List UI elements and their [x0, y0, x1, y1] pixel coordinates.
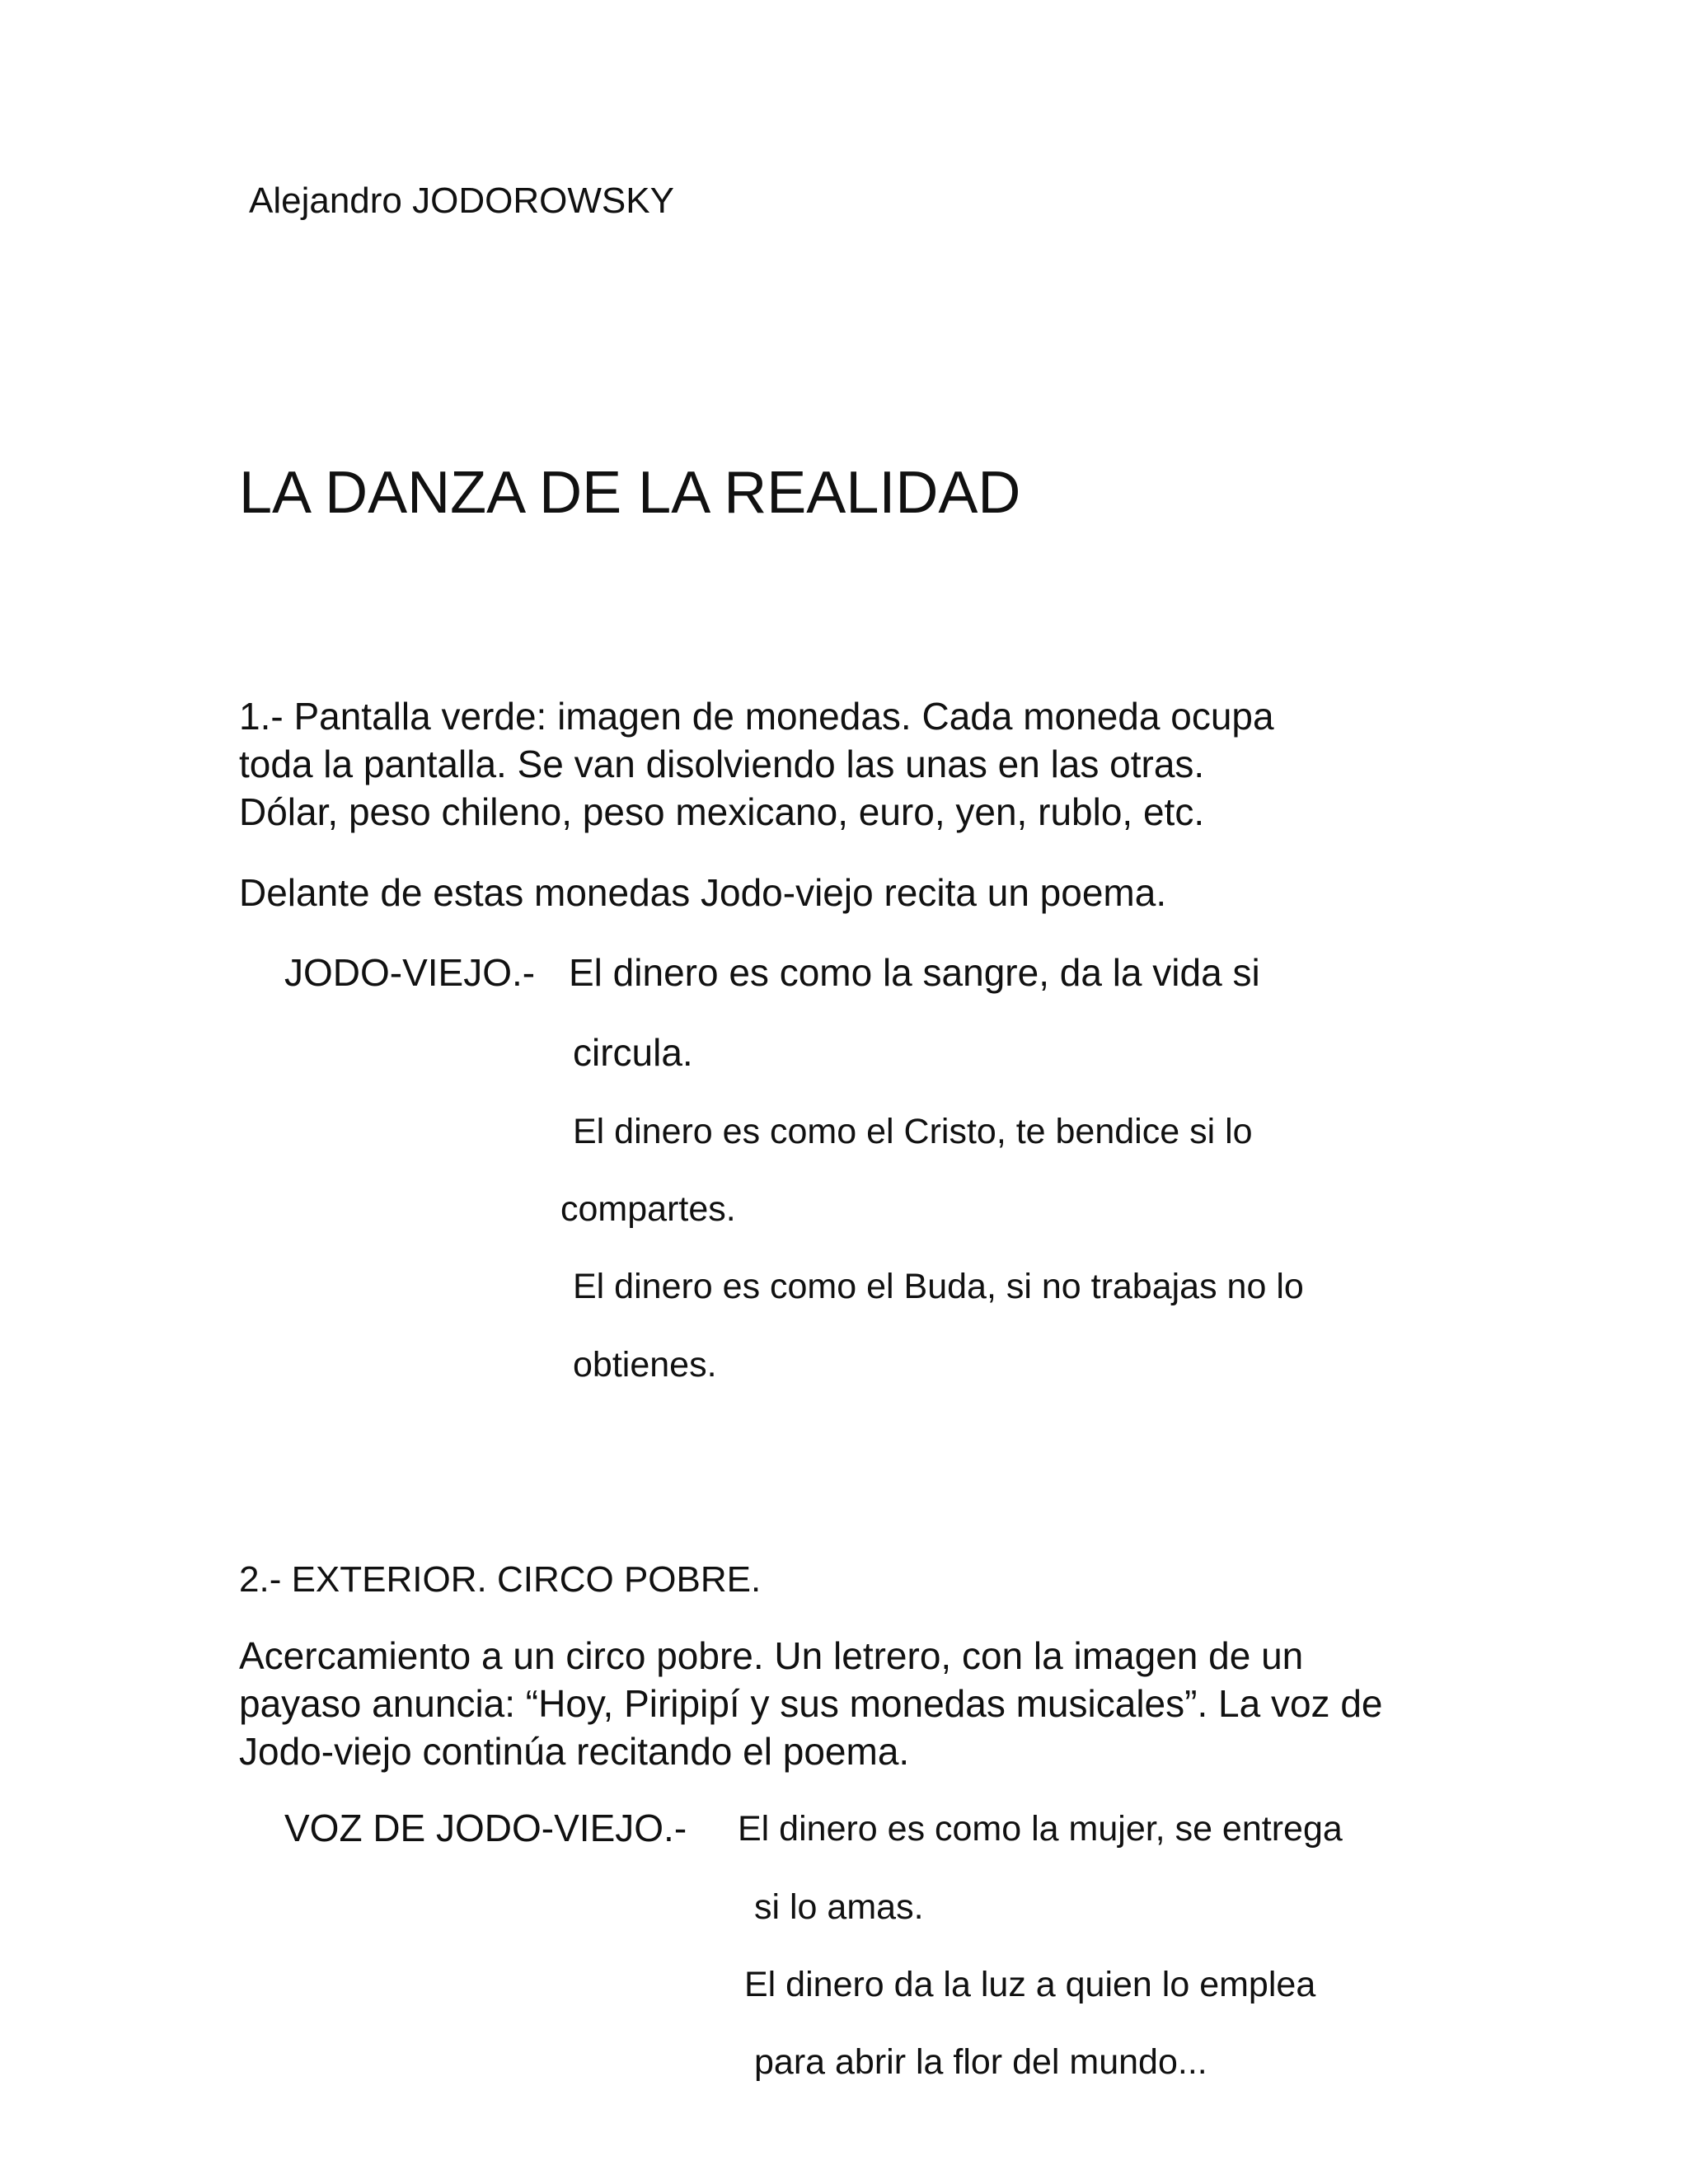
scene1-description-line: toda la pantalla. Se van disolviendo las unas en las otras.: [239, 743, 1205, 785]
scene2-description-line: payaso anuncia: “Hoy, Piripipí y sus monedas musicales”. La voz de: [239, 1682, 1383, 1725]
scene1-description: [239, 692, 1274, 836]
document-title: LA DANZA DE LA REALIDAD: [239, 460, 1021, 526]
scene1-description-line: Dólar, peso chileno, peso mexicano, euro, yen, rublo, etc.: [239, 790, 1205, 833]
scene1-description-line: 1.- Pantalla verde: imagen de monedas. Cada moneda ocupa: [239, 695, 1274, 738]
scene1-speaker: JODO-VIEJO.-: [284, 951, 536, 994]
scene1-verse-line: El dinero es como el Cristo, te bendice si lo: [573, 1112, 1253, 1151]
scene1-verse-line: circula.: [573, 1031, 693, 1074]
scene1-verse-line: obtienes.: [573, 1345, 717, 1385]
scene1-verse-line: El dinero es como la sangre, da la vida si: [569, 951, 1260, 994]
scene2-heading: 2.- EXTERIOR. CIRCO POBRE.: [239, 1559, 762, 1600]
scene1-verse-line: El dinero es como el Buda, si no trabajas no lo: [573, 1267, 1304, 1306]
scene2-speaker: VOZ DE JODO-VIEJO.-: [284, 1807, 687, 1849]
scene2-verse-line: para abrir la flor del mundo...: [754, 2042, 1207, 2082]
scene1-verse-line: compartes.: [560, 1189, 736, 1229]
scene2-description-line: Jodo-viejo continúa recitando el poema.: [239, 1730, 910, 1773]
scene1-action: Delante de estas monedas Jodo-viejo recita un poema.: [239, 871, 1167, 914]
author-name: Alejandro JODOROWSKY: [249, 180, 674, 221]
scene2-description-line: Acercamiento a un circo pobre. Un letrero, con la imagen de un: [239, 1634, 1304, 1677]
scene2-verse-line: El dinero es como la mujer, se entrega: [738, 1809, 1343, 1849]
scene2-verse-line: si lo amas.: [754, 1887, 924, 1927]
scene2-verse-line: El dinero da la luz a quien lo emplea: [744, 1965, 1316, 2004]
scene2-description: [239, 1632, 1382, 1775]
